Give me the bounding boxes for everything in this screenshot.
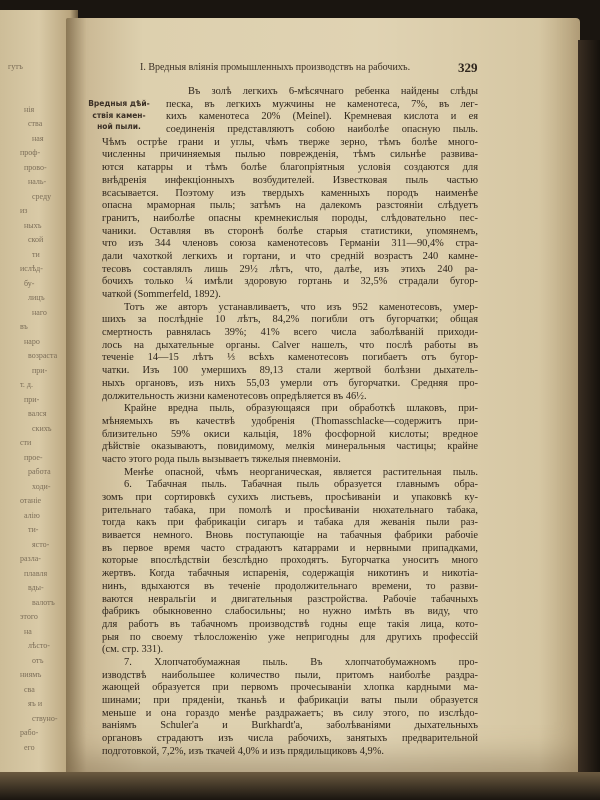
text-line: ются катарры и тѣмъ болѣе благопріятныя условія создаются для bbox=[102, 162, 478, 174]
page-number: 329 bbox=[458, 60, 478, 75]
left-page-fragment: бу- bbox=[24, 278, 35, 288]
left-page-fragment: лицъ bbox=[28, 293, 45, 302]
text-line: зомъ при сортировкѣ сухихъ листьевъ, просѣиваніи и упаковкѣ ку- bbox=[102, 492, 478, 503]
left-page-fragment: прово- bbox=[24, 162, 47, 172]
text-line: должительность жизни каменотесовъ опредѣляется въ 46½. bbox=[102, 390, 367, 402]
text-line: въ первое время часто страдаютъ катаррами и нервными припадками, bbox=[102, 542, 478, 554]
text-line: всасывается. Поэтому изъ твердыхъ каменныхъ породъ наименѣе bbox=[102, 187, 478, 199]
left-page-fragment: скихъ bbox=[32, 423, 52, 433]
left-page-fragment: возраста bbox=[28, 351, 58, 360]
text-line: ваются невральгіи и двигательныя разстройства. Рабочіе табачныхъ bbox=[102, 593, 478, 605]
book-cover-edge bbox=[578, 40, 600, 800]
text-line: ныхъ органовъ, изъ нихъ 55,03 умерли отъ бугорчатки. Средняя про- bbox=[102, 377, 478, 389]
text-line: дѣйствіе оказываютъ, повидимому, мелкія минеральныя частицы; крайне bbox=[102, 441, 478, 453]
margin-note-line: ствія камен- bbox=[92, 110, 146, 120]
left-page-fragment: отъ bbox=[32, 655, 44, 665]
body-text bbox=[102, 86, 478, 758]
left-page-fragment: при- bbox=[24, 394, 40, 404]
left-page-fragment: при- bbox=[32, 365, 48, 375]
left-page-fragment: его bbox=[24, 742, 35, 752]
left-page-fragment: ти bbox=[32, 249, 40, 259]
text-line: тесовъ составлялъ лишь 29½ лѣтъ, что, далѣе, изъ этихъ 240 ра- bbox=[102, 263, 478, 275]
left-page-fragment: прое- bbox=[24, 452, 43, 462]
left-page-fragment: среду bbox=[32, 191, 52, 201]
left-page-fragment: нія bbox=[24, 104, 35, 114]
left-page-fragment: сти bbox=[20, 438, 32, 447]
text-line: тогда какъ при фабрикаціи сигаръ и табака для жеванія пыли раз- bbox=[102, 517, 478, 529]
left-page-fragment: въ bbox=[20, 322, 28, 331]
left-page-fragment: ской bbox=[28, 235, 44, 244]
left-page-fragment: работа bbox=[28, 467, 51, 476]
left-page-fragment: ныхъ bbox=[24, 220, 42, 230]
text-line: Крайне вредна пыль, образующаяся при обработкѣ шлаковъ, при- bbox=[124, 403, 478, 415]
running-head: I. Вредныя вліянія промышленныхъ производствъ на рабочихъ. bbox=[140, 62, 411, 73]
left-page-fragment: этого bbox=[20, 612, 38, 621]
text-line: фабрикъ обыкновенно слабосильны; но нужно имѣть въ виду, что bbox=[102, 606, 478, 618]
text-line: бочихъ только ¼ имѣли здоровую гортань и 32,5% страдали бугор- bbox=[102, 276, 478, 288]
left-page-fragment: сва bbox=[24, 684, 35, 694]
text-line: кихъ каменотеса 20% (Meinel). Кремневая кислота и ея bbox=[166, 111, 478, 123]
text-line: Чѣмъ острѣе грани и углы, чѣмъ тверже зерно, тѣмъ болѣе много- bbox=[102, 136, 478, 148]
left-page-fragment: отаніе bbox=[20, 496, 42, 505]
text-line: внѣдренія инфекціонныхъ возбудителей. Известковая пыль частью bbox=[102, 174, 478, 186]
left-page-fragment: на bbox=[24, 626, 32, 636]
text-line: опасна мраморная пыль; затѣмъ на далекомъ разстояніи слѣдуетъ bbox=[102, 200, 478, 212]
text-line: ваніямъ Schuler'a и Burkhardt'a, заболѣваніями дыхательныхъ bbox=[102, 720, 478, 732]
text-line: нинъ, вдыхаются въ теченіе продолжительнаго времени, то разви- bbox=[102, 580, 478, 592]
left-page-fragment: ниямъ bbox=[20, 670, 42, 679]
text-line: смертность равнялась 39%; 41% всего числа заболѣваній приходи- bbox=[102, 327, 478, 339]
left-page-fragment: ходи- bbox=[32, 481, 51, 491]
text-line: песка, въ легкихъ мужчины не каменотеса, 7%, въ лег- bbox=[166, 98, 478, 110]
left-page-fragment: рабо- bbox=[20, 728, 39, 737]
text-line: 6. Табачная пыль. Табачная пыль образуется главнымъ обра- bbox=[124, 479, 478, 491]
left-page-fragment: алію bbox=[24, 510, 40, 520]
text-line: меньше и она гораздо менѣе раздражаетъ; въ силу этого, по изслѣдо- bbox=[102, 707, 478, 719]
left-page-fragment: ствуно- bbox=[32, 713, 58, 723]
left-page-fragment: яъ и bbox=[28, 699, 43, 708]
text-line: шихъ за послѣдніе 10 лѣтъ, 84,2% погибли отъ бугорчатки; общая bbox=[102, 314, 478, 326]
text-line: для работъ въ табачномъ производствѣ годны еще такія лица, кото- bbox=[102, 618, 478, 630]
text-line: лось на дыхательные органы. Calver нашелъ, что послѣ работы въ bbox=[102, 339, 478, 351]
table-surface bbox=[0, 772, 600, 800]
left-page-fragment: ислѣд- bbox=[20, 264, 43, 273]
text-line: теченіе 14—15 лѣтъ ⅓ всѣхъ каменотесовъ погибаетъ отъ бугор- bbox=[102, 352, 478, 364]
left-page-fragment: проф- bbox=[20, 148, 41, 157]
text-line: чатки. Изъ 100 умершихъ 89,13 стали жертвой болѣзни дыхатель- bbox=[102, 365, 478, 377]
left-page-fragment: наль- bbox=[28, 177, 47, 186]
margin-note-line: ной пыли. bbox=[97, 122, 141, 131]
text-line: близительно 59% окиси кальція, 18% фосфорной кислоты; вредное bbox=[102, 428, 478, 440]
text-line: шинами; при прядeніи, тканьѣ и фабрикаціи ваты пыли образуется bbox=[102, 695, 478, 706]
text-line: часто этого рода пыль вызываетъ тяжелыя пневмоніи. bbox=[102, 453, 341, 465]
left-page-fragment: т. д. bbox=[20, 380, 33, 389]
margin-note-line: Вредныя дѣй- bbox=[88, 99, 150, 108]
left-page-fragment: наго bbox=[32, 307, 47, 317]
text-line: (см. стр. 331). bbox=[102, 644, 164, 656]
left-page-fragment: ная bbox=[32, 133, 44, 143]
left-page-fragment: плавля bbox=[24, 568, 48, 578]
text-line: чаники. Оставляя въ сторонѣ болѣе старыя статистики, упомянемъ, bbox=[102, 225, 478, 237]
left-page-fragment: ти- bbox=[28, 525, 39, 534]
text-line: которые впослѣдствіи безслѣдно проходятъ. Бугорчатка уноситъ много bbox=[102, 555, 478, 567]
left-page-fragment: разла- bbox=[20, 554, 41, 563]
left-page-fragment: ства bbox=[28, 119, 43, 128]
text-line: жающей образуется при первомъ прочесываніи хлопка кардными ма- bbox=[102, 682, 478, 694]
left-page-fragment: вался bbox=[28, 409, 47, 418]
text-line: что изъ 344 членовъ союза каменотесовъ Германіи 311—90,4% стра- bbox=[102, 238, 478, 250]
left-page-fragment: валотъ bbox=[32, 597, 55, 607]
text-line: соединенія представляютъ собою наиболѣе опасную пыль. bbox=[166, 124, 478, 136]
text-line: рительнаго табака, при помолѣ и просѣиваніи нюхательнаго табака, bbox=[102, 504, 478, 516]
left-page-fragment: вды- bbox=[28, 583, 44, 592]
text-line: мѣняемыхъ въ качествѣ удобренія (Thomasschlacke—содержитъ при- bbox=[102, 415, 478, 427]
text-line: численны причиняемыя пылью поврежденія, тѣмъ сильнѣе развива- bbox=[102, 149, 478, 161]
text-line: гранитъ, наиболѣе опасны кремнекислыя породы, слѣдовательно пес- bbox=[102, 212, 478, 224]
text-line: чаткой (Sommerfeld, 1892). bbox=[102, 289, 221, 300]
left-page-fragment: гутъ bbox=[8, 62, 23, 71]
left-page-fragment: лѣсто- bbox=[28, 641, 50, 650]
left-page-fragment: из bbox=[20, 206, 28, 215]
text-line: Менѣе опасной, чѣмъ неорганическая, является растительная пыль. bbox=[124, 466, 478, 478]
text-line: Въ золѣ легкихъ 6-мѣсячнаго ребенка найдены слѣды bbox=[188, 86, 478, 97]
text-line: изводствѣ наибольшее количество пыли, притомъ наиболѣе раздра- bbox=[102, 669, 478, 681]
text-line: рыя по своему тѣлосложенію уже непригодны для другихъ профессій bbox=[102, 631, 478, 643]
text-line: подготовкой, 7,2%, изъ ткачей 4,0% и изъ прядильщиковъ 4,9%. bbox=[102, 745, 385, 757]
text-line: вивается немного. Вновь поступающіе на табачныя фабрики рабочіе bbox=[102, 530, 478, 542]
text-line: 7. Хлопчатобумажная пыль. Въ хлопчатобумажномъ про- bbox=[124, 656, 478, 668]
text-line: дали чахоткой легкихъ и гортани, и что средній возрастъ 240 камне- bbox=[102, 250, 478, 262]
text-line: Тотъ же авторъ устанавливаетъ, что изъ 952 каменотесовъ, умер- bbox=[124, 301, 478, 313]
text-line: жертвъ. Когда табачныя испаренія, содержащія никотинъ и никотіа- bbox=[102, 568, 478, 580]
left-page-fragment: наро bbox=[24, 336, 40, 346]
left-page-fragment: ясто- bbox=[32, 539, 50, 549]
text-line: органовъ страдаютъ изъ числа рабочихъ, занятыхъ предварительной bbox=[102, 733, 478, 745]
